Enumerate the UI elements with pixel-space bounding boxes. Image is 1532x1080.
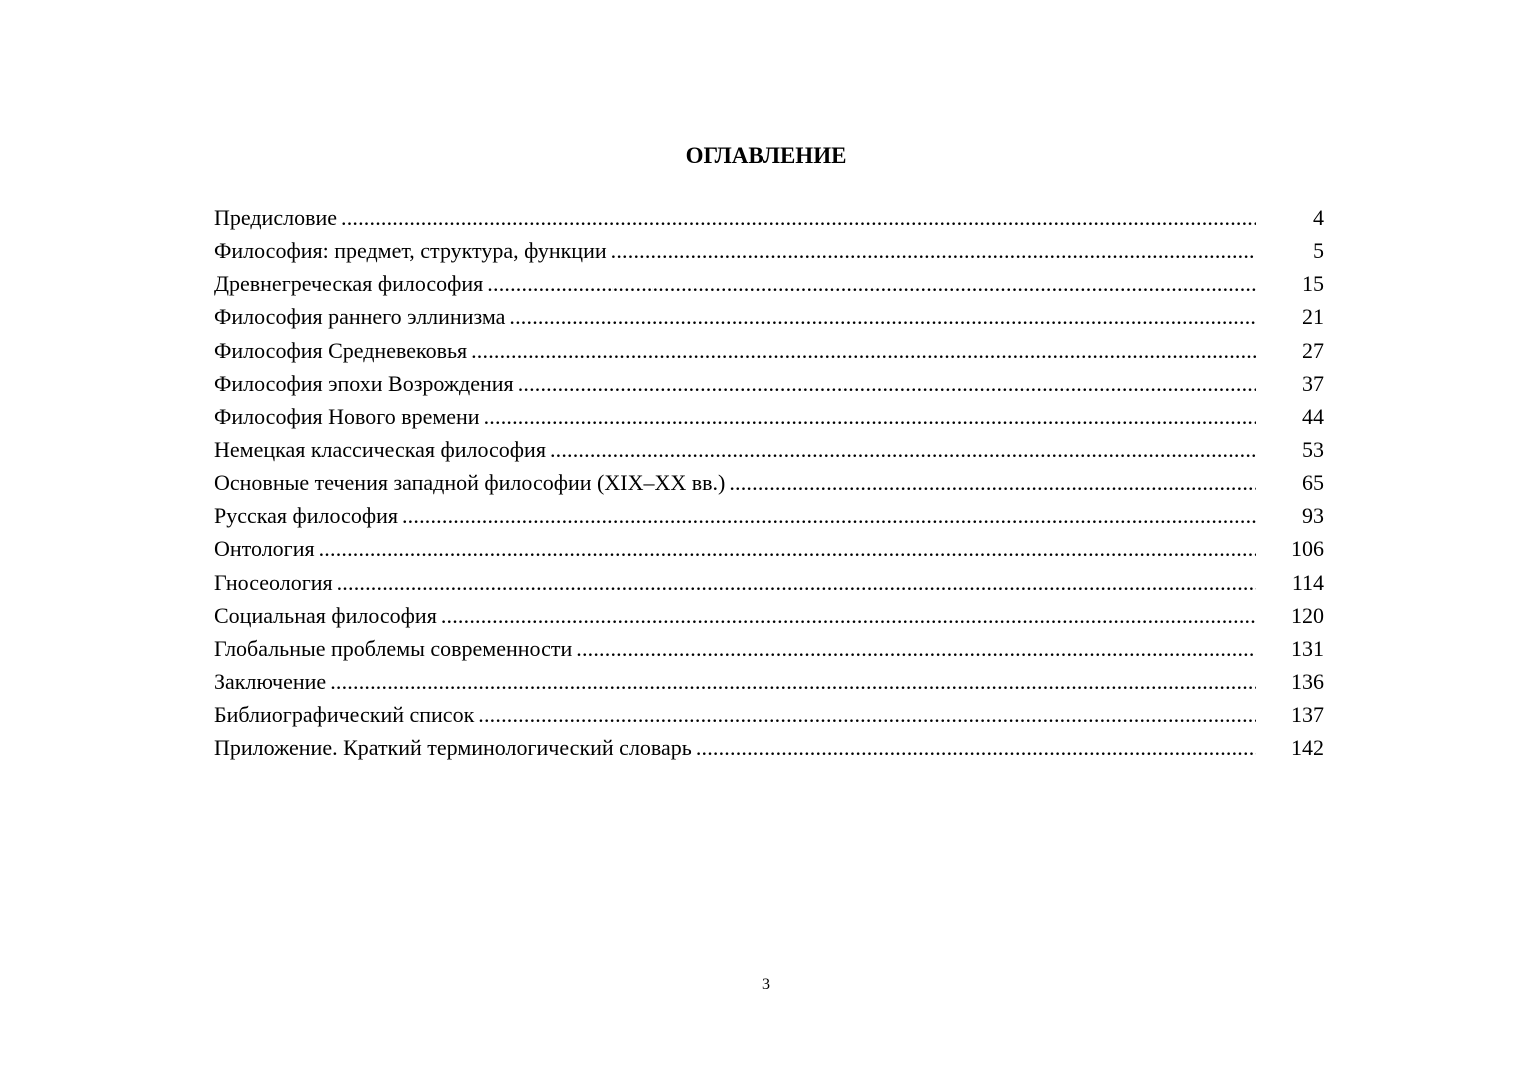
toc-dot-leader xyxy=(576,632,1256,665)
toc-entry-page: 137 xyxy=(1291,702,1324,728)
toc-entry[interactable] xyxy=(214,466,1324,499)
toc-dot-leader xyxy=(550,433,1256,466)
toc-entry-page: 114 xyxy=(1291,569,1324,595)
page-number: 3 xyxy=(762,976,770,993)
toc-entry-page: 131 xyxy=(1291,635,1324,661)
toc-dot-leader xyxy=(509,300,1256,333)
toc-dot-leader xyxy=(518,367,1256,400)
toc-entry[interactable] xyxy=(214,334,1324,367)
toc-entry[interactable] xyxy=(214,300,1324,333)
toc-dot-leader xyxy=(729,466,1256,499)
toc-dot-leader xyxy=(611,234,1256,267)
toc-dot-leader xyxy=(441,599,1256,632)
toc-entry-page: 136 xyxy=(1291,669,1324,695)
toc-entry-title: Предисловие xyxy=(214,205,337,231)
toc-entry-page: 142 xyxy=(1291,735,1324,761)
toc-entry[interactable] xyxy=(214,566,1324,599)
toc-entry-page: 120 xyxy=(1291,602,1324,628)
toc-entry-title: Русская философия xyxy=(214,503,398,529)
toc-entry[interactable] xyxy=(214,367,1324,400)
toc-entry-page: 37 xyxy=(1302,370,1324,396)
toc-entry-title: Глобальные проблемы современности xyxy=(214,635,573,661)
toc-dot-leader xyxy=(402,499,1256,532)
toc-entry-page: 4 xyxy=(1313,205,1324,231)
page-title: ОГЛАВЛЕНИЕ xyxy=(685,143,847,168)
table-of-contents xyxy=(214,201,1324,764)
toc-entry[interactable] xyxy=(214,201,1324,234)
toc-entry[interactable] xyxy=(214,433,1324,466)
toc-entry[interactable] xyxy=(214,731,1324,764)
toc-dot-leader xyxy=(341,201,1256,234)
toc-entry-title: Философия эпохи Возрождения xyxy=(214,370,514,396)
toc-entry-title: Приложение. Краткий терминологический словарь xyxy=(214,735,692,761)
toc-entry-title: Заключение xyxy=(214,669,327,695)
toc-entry-title: Немецкая классическая философия xyxy=(214,437,546,463)
toc-dot-leader xyxy=(478,698,1256,731)
toc-entry-page: 15 xyxy=(1302,271,1324,297)
toc-entry-title: Древнегреческая философия xyxy=(214,271,484,297)
toc-entry[interactable] xyxy=(214,665,1324,698)
toc-dot-leader xyxy=(471,334,1256,367)
toc-entry-page: 44 xyxy=(1302,403,1324,429)
toc-dot-leader xyxy=(319,532,1256,565)
toc-entry[interactable] xyxy=(214,632,1324,665)
toc-entry[interactable] xyxy=(214,400,1324,433)
toc-entry-page: 93 xyxy=(1302,503,1324,529)
toc-entry[interactable] xyxy=(214,532,1324,565)
toc-entry-title: Философия раннего эллинизма xyxy=(214,304,506,330)
toc-entry[interactable] xyxy=(214,267,1324,300)
toc-dot-leader xyxy=(487,267,1256,300)
toc-entry-title: Философия Нового времени xyxy=(214,403,480,429)
toc-dot-leader xyxy=(330,665,1256,698)
toc-entry[interactable] xyxy=(214,599,1324,632)
toc-entry-page: 21 xyxy=(1302,304,1324,330)
toc-entry-page: 65 xyxy=(1302,470,1324,496)
toc-dot-leader xyxy=(337,566,1256,599)
toc-entry-title: Основные течения западной философии (XIX–XX вв.) xyxy=(214,470,726,496)
toc-dot-leader xyxy=(484,400,1256,433)
toc-entry-page: 27 xyxy=(1302,337,1324,363)
toc-dot-leader xyxy=(696,731,1256,764)
toc-entry-page: 106 xyxy=(1291,536,1324,562)
toc-entry[interactable] xyxy=(214,234,1324,267)
toc-entry-title: Онтология xyxy=(214,536,315,562)
toc-entry-title: Философия: предмет, структура, функции xyxy=(214,238,607,264)
toc-entry[interactable] xyxy=(214,499,1324,532)
toc-entry-page: 53 xyxy=(1302,437,1324,463)
toc-entry-title: Библиографический список xyxy=(214,702,475,728)
toc-entry-page: 5 xyxy=(1313,238,1324,264)
toc-entry[interactable] xyxy=(214,698,1324,731)
toc-entry-title: Гносеология xyxy=(214,569,333,595)
toc-entry-title: Философия Средневековья xyxy=(214,337,468,363)
toc-entry-title: Социальная философия xyxy=(214,602,437,628)
